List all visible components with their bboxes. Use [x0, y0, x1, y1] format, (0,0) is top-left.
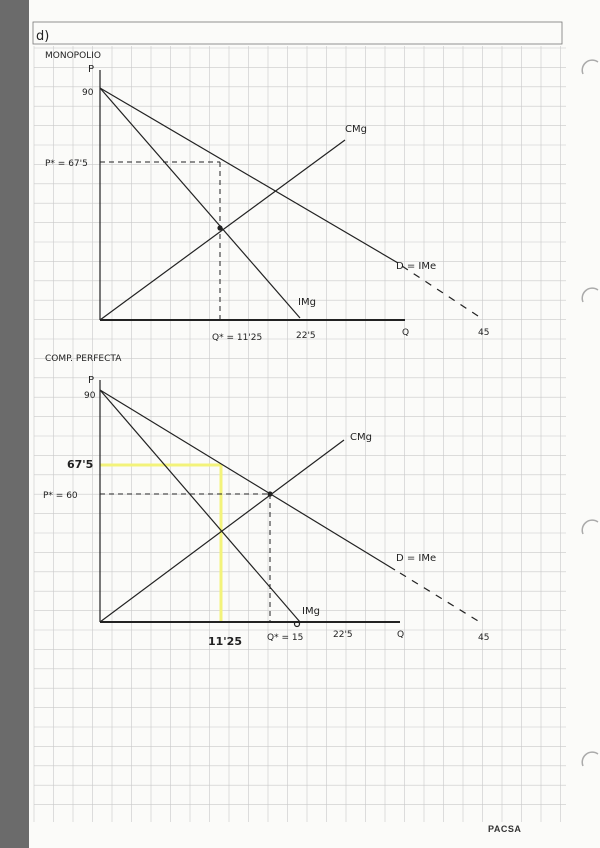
- demand-label: D = IMe: [396, 261, 437, 272]
- binder-hole: [582, 752, 598, 766]
- y-axis-label: P: [88, 375, 95, 386]
- header-label: d): [36, 29, 50, 44]
- img-intercept-label: 22'5: [296, 331, 316, 341]
- brand-label: PACSA: [488, 824, 522, 834]
- quantity-label: Q* = 15: [267, 633, 304, 643]
- monopoly-graph: [45, 51, 489, 343]
- perfect-competition-graph: [43, 354, 489, 648]
- binder-holes: [582, 60, 598, 766]
- graph-title: MONOPOLIO: [45, 51, 101, 61]
- header-box: [33, 22, 562, 44]
- cmg-label: CMg: [345, 124, 367, 135]
- monopoly-price-label: 67'5: [67, 458, 94, 471]
- img-label: IMg: [298, 297, 316, 308]
- img-intercept-label: 22'5: [333, 630, 353, 640]
- monopoly-quantity-label: 11'25: [208, 635, 242, 648]
- equilibrium-point: [268, 492, 272, 496]
- equilibrium-point: [218, 226, 222, 230]
- binder-hole: [582, 520, 598, 534]
- cmg-curve: [100, 140, 345, 320]
- demand-extension: [402, 266, 478, 316]
- price-label: P* = 67'5: [45, 159, 88, 169]
- y-intercept-label: 90: [82, 88, 94, 98]
- demand-extension: [400, 573, 483, 624]
- y-axis-label: P: [88, 64, 95, 75]
- demand-intercept-label: 45: [478, 328, 490, 338]
- graph-title: COMP. PERFECTA: [45, 354, 122, 364]
- price-label: P* = 60: [43, 491, 78, 501]
- quantity-label: Q* = 11'25: [212, 333, 263, 343]
- img-label: IMg: [302, 606, 320, 617]
- binder-hole: [582, 288, 598, 302]
- demand-intercept-label: 45: [478, 633, 490, 643]
- x-axis-label: Q: [402, 328, 410, 338]
- demand-curve: [100, 88, 398, 263]
- x-axis-label: Q: [397, 630, 405, 640]
- demand-label: D = IMe: [396, 553, 437, 564]
- y-intercept-label: 90: [84, 391, 96, 401]
- binder-hole: [582, 60, 598, 74]
- demand-curve: [100, 390, 395, 570]
- cmg-label: CMg: [350, 432, 372, 443]
